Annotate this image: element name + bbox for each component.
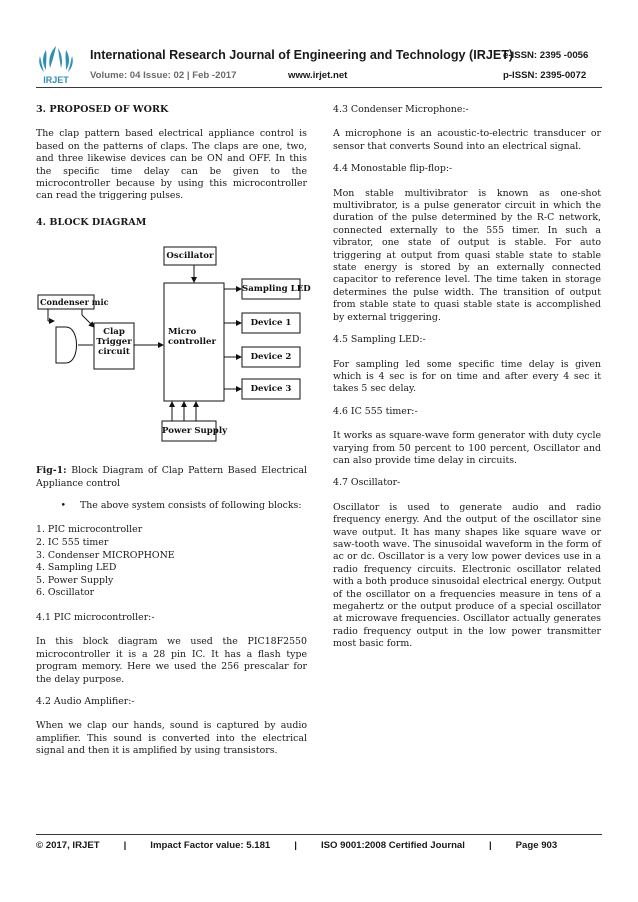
list-item: 6. Oscillator xyxy=(36,587,95,599)
left-column xyxy=(36,104,311,768)
bullet-icon: • xyxy=(60,500,66,512)
list-item: 5. Power Supply xyxy=(36,574,114,586)
section-3-heading: 3. PROPOSED OF WORK xyxy=(36,104,169,115)
volume-issue: Volume: 04 Issue: 02 | Feb -2017 xyxy=(90,70,237,81)
power-supply-label: Power Supply xyxy=(162,426,228,437)
section-4-6-heading: 4.6 IC 555 timer:- xyxy=(333,405,418,417)
copyright: © 2017, IRJET xyxy=(36,840,100,851)
bullet-item xyxy=(36,500,307,512)
section-4-4-paragraph: Mon stable multivibrator is known as one-shot multivibrator, is a pulse generator circuit in which the duration of the pulse determined by the R-C network, connected externally to the 555 timer. In such a vibrator, one state of output is stable. For auto triggering at output from quasi stable state to stable state energy is stored by an externally connected capacitor to reference level. The time taken in storage determines the pulse width. The transition of output from stable state to quasi stable state is accomplished by external triggering. xyxy=(333,187,601,323)
footer-separator: | xyxy=(294,840,297,851)
block-list xyxy=(36,524,307,600)
sampling-led-label: Sampling LED xyxy=(242,284,311,295)
section-4-6-paragraph: It works as square-wave form generator with duty cycle varying from 50 percent to 100 percent, Oscillator and can also provide time delay in circuits. xyxy=(333,430,601,466)
section-4-2-paragraph: When we clap our hands, sound is captured by audio amplifier. This sound is converted into the electrical signal and then it is amplified by using transistors. xyxy=(36,720,307,757)
section-4-7-heading: 4.7 Oscillator- xyxy=(333,477,401,489)
figure-label: Fig-1: xyxy=(36,465,67,477)
list-item: 2. IC 555 timer xyxy=(36,537,109,549)
right-column xyxy=(333,104,601,661)
footer-separator: | xyxy=(488,840,492,851)
oscillator-label: Oscillator xyxy=(166,251,214,262)
list-item: 1. PIC microcontroller xyxy=(36,524,143,536)
condenser-mic-label: Condenser mic xyxy=(40,297,109,308)
section-4-3-paragraph: A microphone is an acoustic-to-electric transducer or sensor that converts Sound into an electrical signal. xyxy=(333,128,601,152)
section-4-2-heading: 4.2 Audio Amplifier:- xyxy=(36,696,135,708)
device1-label: Device 1 xyxy=(250,318,292,329)
section-4-1-paragraph: In this block diagram we used the PIC18F2550 microcontroller it is a 28 pin IC. It has a flash type program memory. Here we used the 256 prescalar for the delay purpose. xyxy=(36,636,307,685)
bullet-text: The above system consists of following blocks: xyxy=(80,500,302,512)
list-item: 3. Condenser MICROPHONE xyxy=(36,549,175,561)
website-link[interactable]: www.irjet.net xyxy=(288,70,348,81)
device2-label: Device 2 xyxy=(250,352,292,363)
device3-label: Device 3 xyxy=(250,384,292,395)
e-issn: e-ISSN: 2395 -0056 xyxy=(503,50,589,61)
section-3-paragraph: The clap pattern based electrical appliance control is based on the patterns of claps. The claps are one, two, and three likewise devices can be ON and OFF. In this the specific time delay can be given to the microcontroller because by using this microcontroller can read the triggering pulses. xyxy=(36,128,307,202)
clap-trigger-label: Clap Trigger circuit xyxy=(96,327,132,358)
section-4-7-paragraph: Oscillator is used to generate audio and radio frequency energy. And the output of the oscillator sine wave output. It has many shapes like square wave or saw-tooth wave. The sinusoidal waveform in the form of ac or dc. Oscillator is a very low power devices use in a radio frequency circuits. Electronic oscillator related with a both produce sinusoidal electrical energy. Output of the oscillator on a frequencies measure in tens of a megahertz or the output produce of a special oscillator at microwave frequencies. Oscillator actually generates radio frequency output in the low power transmitter most basic form. xyxy=(333,501,601,650)
logo-text: IRJET xyxy=(43,75,69,85)
microcontroller-label: Micro controller xyxy=(168,327,216,348)
section-4-3-heading: 4.3 Condenser Microphone:- xyxy=(333,104,469,115)
block-diagram-lines xyxy=(36,241,311,455)
list-item: 4. Sampling LED xyxy=(36,562,117,574)
footer-separator: | xyxy=(123,840,127,851)
section-4-heading: 4. BLOCK DIAGRAM xyxy=(36,216,147,228)
block-diagram xyxy=(36,241,311,455)
impact-factor: Impact Factor value: 5.181 xyxy=(150,840,271,851)
irjet-logo xyxy=(36,42,76,86)
p-issn: p-ISSN: 2395-0072 xyxy=(503,70,587,81)
section-4-5-heading: 4.5 Sampling LED:- xyxy=(333,334,426,346)
section-4-5-paragraph: For sampling led some specific time delay is given which is 4 sec is for on time and after every 4 sec it takes 5 sec delay. xyxy=(333,358,601,395)
figure-text: Block Diagram of Clap Pattern Based Electrical Appliance control xyxy=(36,465,307,489)
page-number: Page 903 xyxy=(515,840,558,851)
page-footer xyxy=(36,840,602,851)
iso-certification: ISO 9001:2008 Certified Journal xyxy=(320,840,465,851)
journal-title: International Research Journal of Engineering and Technology (IRJET) xyxy=(90,48,514,62)
header-rule xyxy=(36,87,602,88)
section-4-4-heading: 4.4 Monostable flip-flop:- xyxy=(333,163,453,175)
figure-caption xyxy=(36,465,307,490)
footer-rule xyxy=(36,834,602,835)
section-4-1-heading: 4.1 PIC microcontroller:- xyxy=(36,612,155,624)
